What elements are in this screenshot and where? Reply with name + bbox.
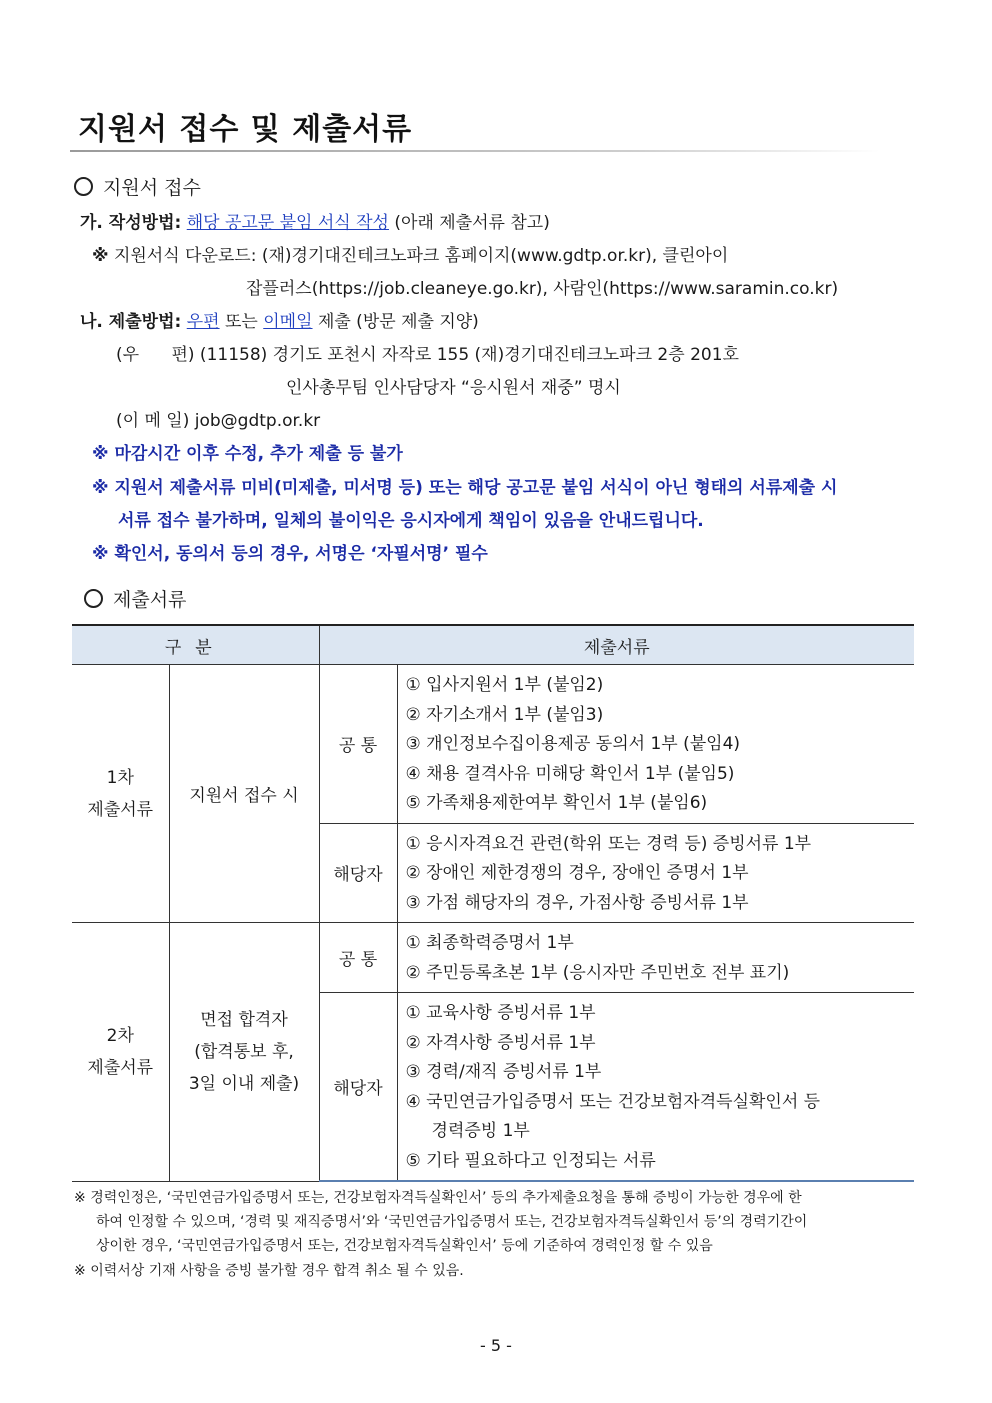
writing-method-link[interactable]: 해당 공고문 붙임 서식 작성 — [186, 213, 389, 233]
list-item: ⑤ 가족채용제한여부 확인서 1부 (붙임6) — [405, 793, 708, 813]
round1-when: 지원서 접수 시 — [169, 665, 319, 923]
section-heading-documents — [84, 585, 186, 612]
list-item: ④ 채용 결격사유 미해당 확인서 1부 (붙임5) — [405, 763, 735, 784]
submission-note: 제출 (방문 제출 지양) — [317, 312, 479, 332]
title-divider — [70, 150, 880, 152]
post-address-line: (우 편) (11158) 경기도 포천시 자작로 155 (재)경기대진테크노파크 2층 201호 — [116, 345, 739, 365]
section-heading-application — [74, 173, 201, 200]
writing-method-label: 가. 작성방법 — [80, 213, 175, 233]
reference-mark-icon: ※ — [92, 544, 109, 564]
footnote-text: 이력서상 기재 사항을 증빙 불가할 경우 합격 취소 될 수 있음. — [90, 1263, 464, 1279]
list-item: ③ 경력/재직 증빙서류 1부 — [405, 1062, 602, 1082]
writing-method-note: (아래 제출서류 참고) — [394, 213, 550, 233]
list-item: ⑤ 기타 필요하다고 인정되는 서류 — [405, 1150, 656, 1171]
or-text: 또는 — [224, 312, 258, 332]
table-row — [72, 923, 914, 993]
submission-method-label: 나. 제출방법 — [80, 312, 175, 332]
list-item: ② 자격사항 증빙서류 1부 — [405, 1032, 596, 1053]
notice-incomplete-line-2: 서류 접수 불가하며, 일체의 불이익은 응시자에게 책임이 있음을 안내드립니다. — [118, 511, 704, 531]
round2-common-label: 공 통 — [319, 923, 397, 993]
table-header-row — [72, 625, 914, 665]
round2-common-list — [397, 923, 914, 993]
footnote-2 — [74, 1259, 464, 1283]
table-row — [72, 665, 914, 824]
submission-method-line — [80, 307, 479, 332]
reference-mark-icon: ※ — [74, 1190, 86, 1206]
round1-label-line1: 1차 — [106, 767, 134, 788]
circle-bullet-icon — [74, 177, 93, 196]
page-number: - 5 - — [480, 1336, 512, 1355]
round1-applicable-list — [397, 823, 914, 923]
round2-when-line1: 면접 합격자 — [200, 1009, 288, 1030]
footnote-1-line-3: 상이한 경우, ‘국민연금가입증명서 또는, 건강보험자격득실확인서’ 등에 기준하여 경력인정 할 수 있음 — [96, 1238, 713, 1254]
footnote-text: 경력인정은, ‘국민연금가입증명서 또는, 건강보험자격득실확인서’ 등의 추가제출요청을 통해 증빙이 가능한 경우에 한 — [90, 1190, 802, 1206]
round1-common-list — [397, 665, 914, 824]
email-link[interactable]: 이메일 — [263, 312, 313, 332]
round1-label-line2: 제출서류 — [87, 799, 154, 820]
round2-when-line3: 3일 이내 제출) — [188, 1073, 300, 1094]
list-item: ④ 국민연금가입증명서 또는 건강보험자격득실확인서 등 — [405, 1091, 821, 1112]
page-title: 지원서 접수 및 제출서류 — [78, 112, 413, 147]
download-line-1 — [92, 241, 728, 266]
round2-label-line2: 제출서류 — [87, 1057, 154, 1078]
header-category: 구분 — [72, 625, 319, 665]
email-address-line: (이 메 일) job@gdtp.or.kr — [116, 411, 321, 431]
colon: : — [174, 213, 182, 233]
notice-signature — [92, 539, 488, 564]
reference-mark-icon: ※ — [92, 246, 109, 266]
round2-when-line2: (합격통보 후, — [194, 1041, 294, 1062]
header-documents: 제출서류 — [319, 625, 914, 665]
list-item: ① 입사지원서 1부 (붙임2) — [405, 675, 604, 695]
list-item: ③ 가점 해당자의 경우, 가점사항 증빙서류 1부 — [405, 892, 749, 913]
round2-label-line1: 2차 — [106, 1025, 134, 1046]
reference-mark-icon: ※ — [92, 444, 109, 464]
reference-mark-icon: ※ — [74, 1263, 86, 1279]
documents-table — [72, 624, 914, 1182]
round2-applicable-label: 해당자 — [319, 993, 397, 1182]
round1-applicable-label: 해당자 — [319, 823, 397, 923]
notice-deadline — [92, 439, 403, 464]
section-heading-text: 지원서 접수 — [103, 177, 201, 199]
post-link[interactable]: 우편 — [186, 312, 220, 332]
colon: : — [174, 312, 182, 332]
notice-signature-text: 확인서, 동의서 등의 경우, 서명은 ‘자필서명’ 필수 — [114, 544, 488, 564]
list-item: ② 자기소개서 1부 (붙임3) — [405, 704, 604, 725]
list-item: ② 장애인 제한경쟁의 경우, 장애인 증명서 1부 — [405, 863, 749, 883]
circle-bullet-icon — [84, 589, 103, 608]
writing-method-line — [80, 208, 550, 233]
download-line-2: 잡플러스(https://job.cleaneye.go.kr), 사람인(https://www.saramin.co.kr) — [246, 279, 839, 299]
round2-when — [169, 923, 319, 1182]
notice-incomplete-text-1: 지원서 제출서류 미비(미제출, 미서명 등) 또는 해당 공고문 붙임 서식이 아닌 형태의 서류제출 시 — [114, 478, 838, 498]
footnote-1-line-1 — [74, 1186, 802, 1210]
download-text-1: 지원서식 다운로드: (재)경기대진테크노파크 홈페이지(www.gdtp.or.kr), 클린아이 — [113, 246, 729, 266]
list-item: ③ 개인정보수집이용제공 동의서 1부 (붙임4) — [405, 734, 741, 754]
section-heading-text: 제출서류 — [113, 589, 187, 611]
round2-label — [72, 923, 169, 1182]
list-item: ① 최종학력증명서 1부 — [405, 933, 574, 953]
list-item: ① 교육사항 증빙서류 1부 — [405, 1003, 596, 1023]
notice-incomplete-line-1 — [92, 473, 837, 498]
round2-applicable-list — [397, 993, 914, 1182]
list-item: 경력증빙 1부 — [431, 1121, 530, 1141]
reference-mark-icon: ※ — [92, 478, 109, 498]
round1-label — [72, 665, 169, 923]
list-item: ① 응시자격요건 관련(학위 또는 경력 등) 증빙서류 1부 — [405, 833, 812, 854]
list-item: ② 주민등록초본 1부 (응시자만 주민번호 전부 표기) — [405, 962, 790, 983]
notice-deadline-text: 마감시간 이후 수정, 추가 제출 등 불가 — [114, 444, 403, 464]
footnote-1-line-2: 하여 인정할 수 있으며, ‘경력 및 재직증명서’와 ‘국민연금가입증명서 또는, 건강보험자격득실확인서 등’의 경력기간이 — [96, 1214, 808, 1230]
post-recipient-line: 인사총무팀 인사담당자 “응시원서 재중” 명시 — [286, 378, 621, 398]
round1-common-label: 공 통 — [319, 665, 397, 824]
